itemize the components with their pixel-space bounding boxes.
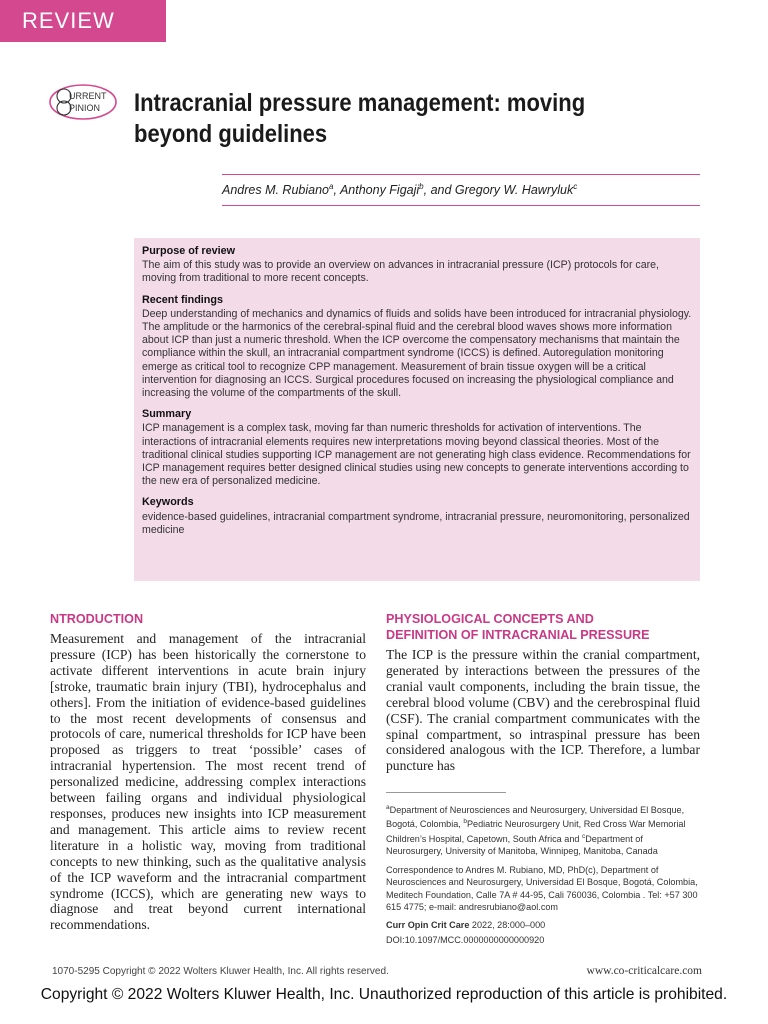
- abstract-keywords-text: evidence-based guidelines, intracranial compartment syndrome, intracranial pressure, neuromonitoring, personalized medicine: [142, 510, 690, 536]
- current-opinion-logo: [48, 83, 118, 121]
- intro-text: Measurement and management of the intracranial pressure (ICP) has been historically the cornerstone to activate different interventions in acute brain injury [stroke, traumatic brain injury (TBI), hydrocephalus and others]. From the initiation of evidence-based guidelines to the most recent developments of consensus and protocols of care, numerical thresholds for ICP have been proposed as triggers to treat ‘possible’ cases of intracranial hypertension. The most recent trend of personalized medicine, addressing complex interactions between failing organs and individual physiological responses, produces new insights into ICP measurement and management. This article aims to review recent literature in a holistic way, moving from traditional concepts to new thinking, such as the qualitative analysis of the ICP waveform and the intracranial compartment syndrome (ICCS), which are generating new ways to diagnose and treat beyond current international recommendations.: [50, 631, 366, 933]
- copyright-notice: Copyright © 2022 Wolters Kluwer Health, Inc. Unauthorized reproduction of this article is prohibited.: [40, 986, 728, 1003]
- doi: DOI:10.1097/MCC.0000000000000920: [386, 934, 545, 945]
- title-rule-top: [222, 174, 700, 175]
- author-3: Gregory W. Hawryluk: [454, 183, 574, 198]
- journal-name: Curr Opin Crit Care: [386, 920, 470, 931]
- abstract-summary-heading: Summary: [142, 408, 192, 421]
- abstract-keywords-heading: Keywords: [142, 496, 194, 509]
- article-title: Intracranial pressure management: moving beyond guidelines: [134, 89, 586, 148]
- author-2: Anthony Figaji: [339, 183, 420, 198]
- author-1: Andres M. Rubiano: [222, 183, 330, 198]
- footnote-rule: [386, 792, 506, 793]
- affiliations: $^a$Department of Neurosciences and Neurosurgery, Universidad El Bosque, Bogotá, Colombia, $^b$Pediatric Neurosurgery Unit, Red Cross War Memorial Children’s Hospital, Capetown, South Africa and $^c$Department of Neurosurgery, University of Manitoba, Winnipeg, Manitoba, Canada: [386, 804, 686, 857]
- abstract-summary-text: ICP management is a complex task, moving far than numeric thresholds for activation of interventions. The interactions of intracranial elements requires new interpretations moving beyond classical theories. Most of the traditional clinical studies supporting ICP management are not generating high class evidence. Recommendations for ICP management requires better designed clinical studies using new concepts to generate interventions according to the new era of personalized medicine.: [142, 422, 691, 488]
- author-2-sup: b: [419, 182, 424, 191]
- abstract-findings-text: Deep understanding of mechanics and dynamics of fluids and solids have been introduced for intracranial physiology. The amplitude or the harmonics of the cerebral-spinal fluid and the cerebral blood waves shows more information about ICP than just a numeric threshold. When the ICP overcome the compensatory mechanisms that maintain the compliance within the skull, an intracranial compartment syndrome (ICCS) is defined. Autoregulation monitoring emerge as critical tool to recognize CPP management. Measurement of brain tissue oxygen will be a critical intervention for diagnosing an ICCS. Surgical procedures focused on increasing the physiological compliance and increasing the volume of the compartments of the skull.: [142, 307, 692, 400]
- citation: Curr Opin Crit Care 2022, 28:000–000: [386, 920, 546, 931]
- abstract-purpose-heading: Purpose of review: [142, 245, 236, 257]
- author-list: [222, 182, 702, 197]
- author-1-sup: a: [329, 182, 334, 191]
- review-tab: [0, 0, 166, 42]
- review-label: REVIEW: [22, 8, 115, 33]
- footnotes: [386, 802, 702, 952]
- abstract-purpose-text: The aim of this study was to provide an overview on advances in intracranial pressure (ICP) protocols for care, moving from traditional to more recent concepts.: [142, 259, 659, 285]
- physio-heading-line1: PHYSIOLOGICAL CONCEPTS AND: [386, 612, 594, 626]
- abstract-findings-heading: Recent findings: [142, 293, 223, 306]
- intro-heading: NTRODUCTION: [50, 612, 144, 626]
- physio-heading-line2: DEFINITION OF INTRACRANIAL PRESSURE: [386, 628, 650, 642]
- physio-text: The ICP is the pressure within the cranial compartment, generated by interactions between the pressures of the cranial vault components, including the brain tissue, the cerebral blood volume (CBV) and the cerebrospinal fluid (CSF). The cranial compartment communicates with the spinal compartment, so intraspinal pressure has been considered analogous with the ICP. Therefore, a lumbar puncture has: [386, 647, 700, 774]
- logo-line1: URRENT: [69, 91, 107, 101]
- footer-copyright-small: 1070-5295 Copyright © 2022 Wolters Kluwer Health, Inc. All rights reserved.: [52, 966, 389, 977]
- logo-line2: PINION: [69, 103, 101, 113]
- author-sep-2: , and: [423, 183, 455, 198]
- correspondence: Correspondence to Andres M. Rubiano, MD, PhD(c), Department of Neurosciences and Neurosurgery, Universidad El Bosque, Bogotá, Colombia, Meditech Foundation, Calle 7A # 44-95, Cali 760036, Colombia . Tel: +57 300 615 4775; e-mail: andresrubiano@aol.com: [386, 864, 698, 912]
- author-sep-1: ,: [333, 183, 340, 198]
- author-3-sup: c: [573, 182, 578, 191]
- physio-heading: [386, 611, 650, 643]
- title-rule-bottom: [222, 205, 700, 206]
- abstract-box: [134, 238, 700, 581]
- footer-website[interactable]: www.co-criticalcare.com: [586, 965, 702, 977]
